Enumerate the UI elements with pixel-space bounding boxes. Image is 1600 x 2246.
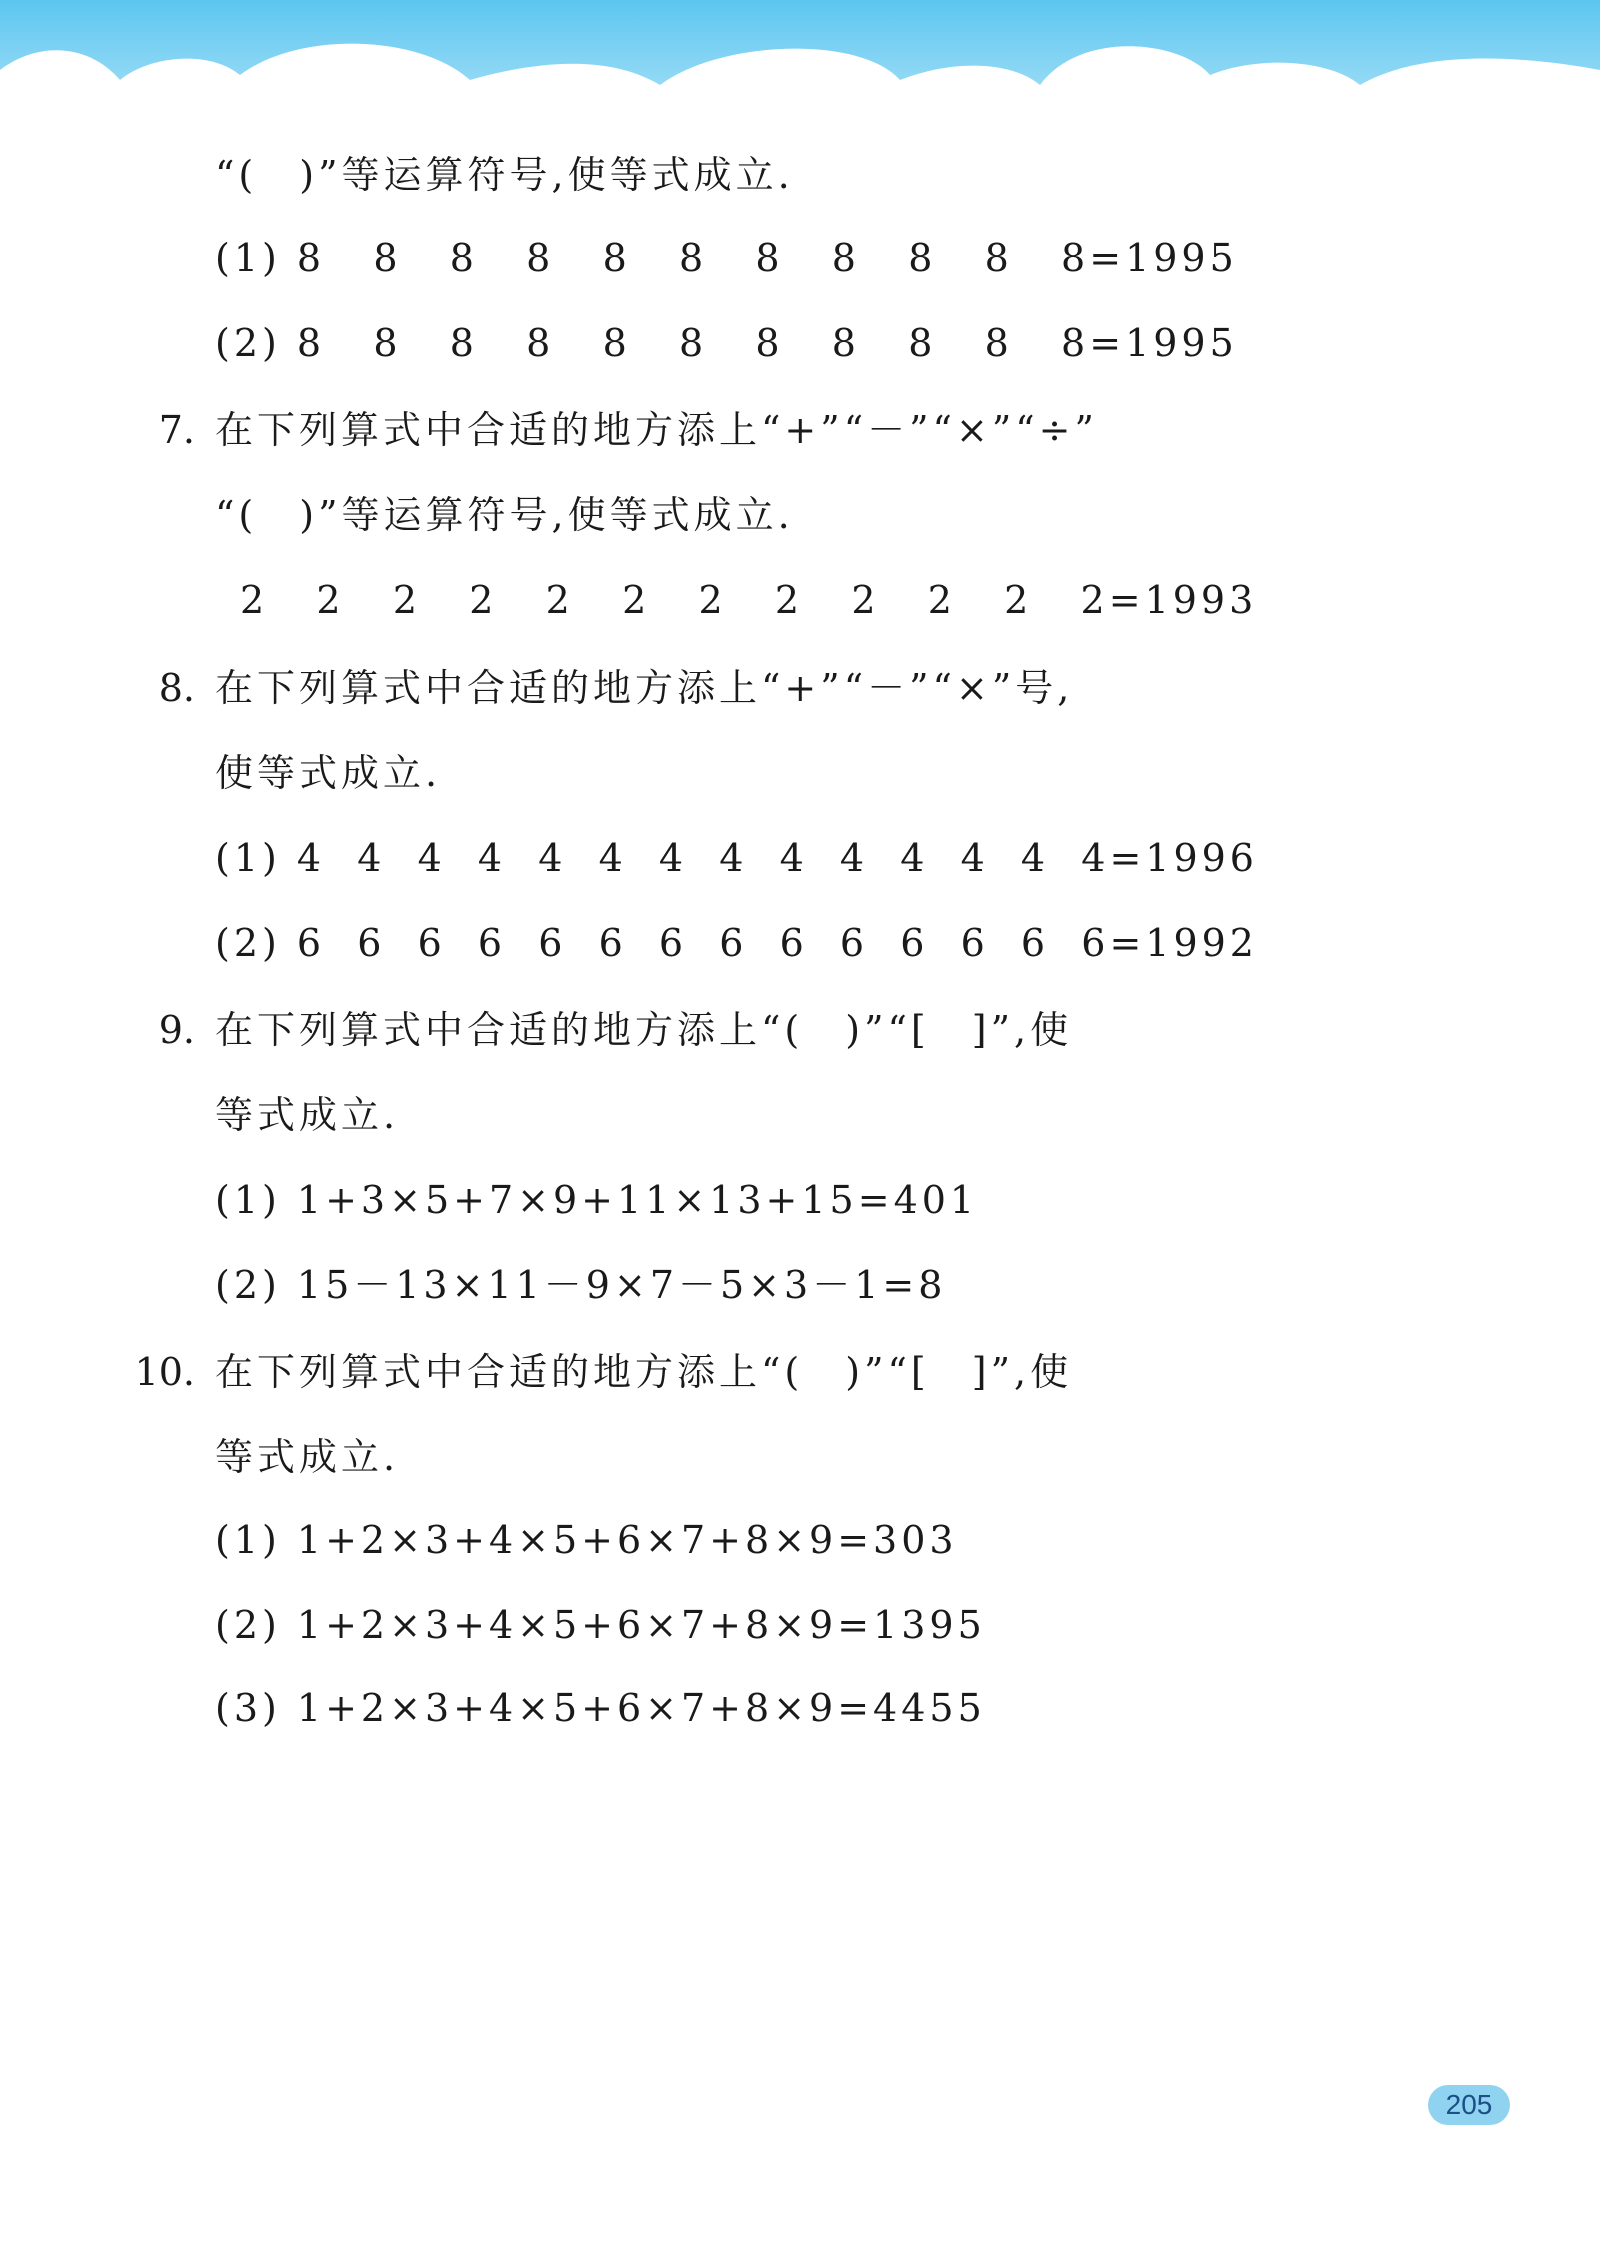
q7-number: 7. <box>158 408 195 452</box>
q10-item-2: (2) 1+2×3+4×5+6×7+8×9=1395 <box>215 1603 986 1647</box>
q7-expression: 2 2 2 2 2 2 2 2 2 2 2 2=1993 <box>240 578 1258 622</box>
q9-line-2: 等式成立. <box>215 1093 400 1137</box>
q9-item-2: (2) 15－13×11－9×7－5×3－1=8 <box>215 1263 947 1307</box>
q10-number: 10. <box>134 1350 195 1394</box>
q9-number: 9. <box>158 1008 195 1052</box>
q10-line-2: 等式成立. <box>215 1435 400 1479</box>
q8-number: 8. <box>158 666 195 710</box>
q6-continuation: “( )”等运算符号,使等式成立. <box>215 153 794 197</box>
q8-item-2: (2) 6 6 6 6 6 6 6 6 6 6 6 6 6 6=1992 <box>215 921 1258 965</box>
q10-item-3: (3) 1+2×3+4×5+6×7+8×9=4455 <box>215 1686 986 1730</box>
q8-line-2: 使等式成立. <box>215 751 442 795</box>
q8-line-1: 在下列算式中合适的地方添上“+”“－”“×”号, <box>215 666 1074 710</box>
q7-line-1: 在下列算式中合适的地方添上“+”“－”“×”“÷” <box>215 408 1098 452</box>
page-number-badge: 205 <box>1428 2085 1510 2125</box>
q7-line-2: “( )”等运算符号,使等式成立. <box>215 493 794 537</box>
q6-item-2: (2) 8 8 8 8 8 8 8 8 8 8 8=1995 <box>215 321 1238 365</box>
q10-line-1: 在下列算式中合适的地方添上“( )”“[ ]”,使 <box>215 1350 1073 1394</box>
q9-line-1: 在下列算式中合适的地方添上“( )”“[ ]”,使 <box>215 1008 1073 1052</box>
q9-item-1: (1) 1+3×5+7×9+11×13+15=401 <box>215 1178 979 1222</box>
q10-item-1: (1) 1+2×3+4×5+6×7+8×9=303 <box>215 1518 958 1562</box>
q6-item-1: (1) 8 8 8 8 8 8 8 8 8 8 8=1995 <box>215 236 1238 280</box>
q8-item-1: (1) 4 4 4 4 4 4 4 4 4 4 4 4 4 4=1996 <box>215 836 1258 880</box>
